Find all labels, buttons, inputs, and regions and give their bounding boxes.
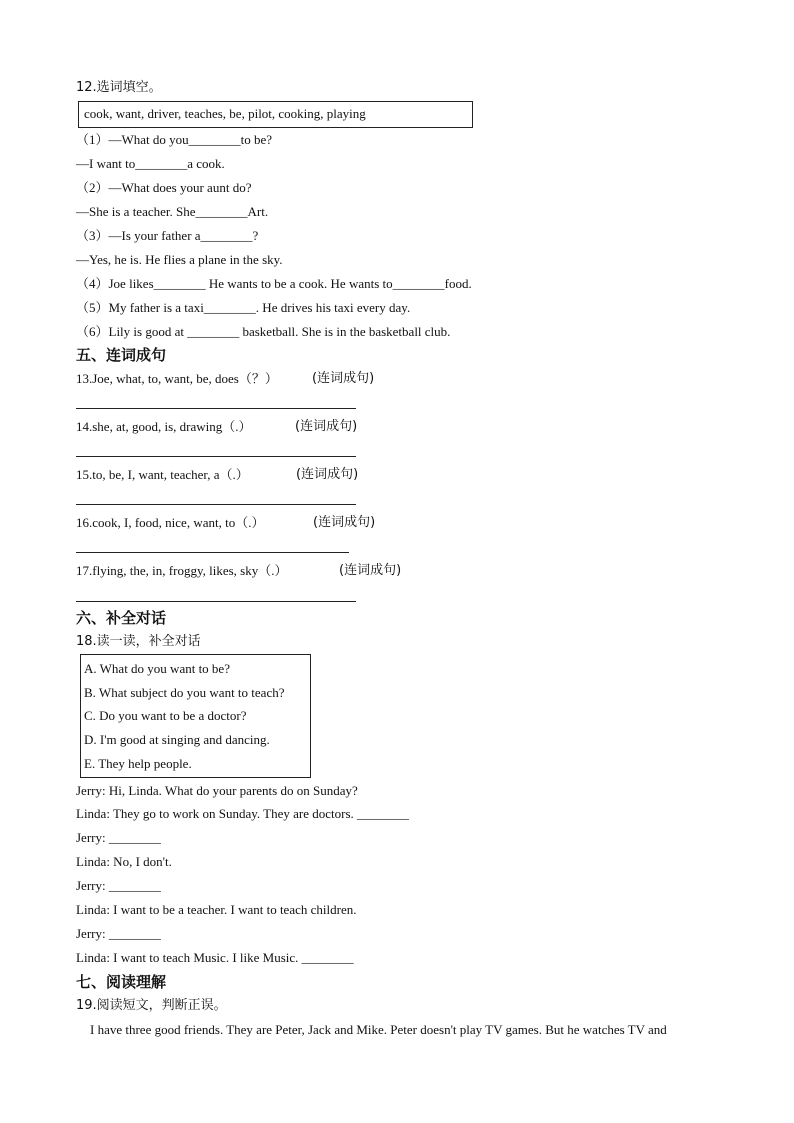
option-a: A. What do you want to be? — [84, 661, 230, 676]
q15-tag: (连词成句) — [296, 467, 359, 482]
q13-tag: (连词成句) — [312, 371, 375, 386]
dialogue-line-4: Linda: No, I don't. — [76, 854, 172, 869]
dialogue-line-3: Jerry: ________ — [76, 830, 161, 845]
dialogue-line-6: Linda: I want to be a teacher. I want to teach children. — [76, 902, 357, 917]
section5-heading: 五、连词成句 — [76, 346, 167, 364]
q14-answer-line[interactable] — [76, 456, 356, 457]
q12-line-4: —She is a teacher. She________Art. — [76, 204, 269, 219]
q17-tag: (连词成句) — [339, 563, 402, 578]
q13-answer-line[interactable] — [76, 408, 356, 409]
q15-text: 15.to, be, I, want, teacher, a（.） — [76, 467, 249, 482]
option-c: C. Do you want to be a doctor? — [84, 708, 247, 723]
q12-line-8: （5）My father is a taxi________. He drives his taxi every day. — [76, 300, 411, 315]
q12-line-6: —Yes, he is. He flies a plane in the sky. — [76, 252, 283, 267]
option-e: E. They help people. — [84, 756, 192, 771]
q18-title: 18.读一读，补全对话 — [76, 634, 201, 649]
dialogue-line-2: Linda: They go to work on Sunday. They are doctors. ________ — [76, 806, 410, 821]
q12-title: 12.选词填空。 — [76, 80, 162, 95]
word-bank-text: cook, want, driver, teaches, be, pilot, cooking, playing — [84, 106, 366, 121]
q17-text: 17.flying, the, in, froggy, likes, sky（.） — [76, 563, 288, 578]
q15-answer-line[interactable] — [76, 504, 356, 505]
q14-tag: (连词成句) — [295, 419, 358, 434]
option-b: B. What subject do you want to teach? — [84, 685, 285, 700]
dialogue-line-1: Jerry: Hi, Linda. What do your parents do on Sunday? — [76, 783, 358, 798]
dialogue-line-8: Linda: I want to teach Music. I like Music. ________ — [76, 950, 354, 965]
q12-line-2: —I want to________a cook. — [76, 156, 225, 171]
q13-text: 13.Joe, what, to, want, be, does（？） — [76, 371, 278, 386]
q14-text: 14.she, at, good, is, drawing（.） — [76, 419, 252, 434]
q16-text: 16.cook, I, food, nice, want, to（.） — [76, 515, 265, 530]
q16-answer-line[interactable] — [76, 552, 349, 553]
q19-title: 19.阅读短文，判断正误。 — [76, 998, 227, 1013]
reading-paragraph: I have three good friends. They are Peter, Jack and Mike. Peter doesn't play TV games. But he watches TV and — [90, 1022, 667, 1037]
section7-heading: 七、阅读理解 — [76, 973, 167, 991]
option-d: D. I'm good at singing and dancing. — [84, 732, 270, 747]
q16-tag: (连词成句) — [313, 515, 376, 530]
section6-heading: 六、补全对话 — [76, 609, 167, 627]
q12-line-3: （2）—What does your aunt do? — [76, 180, 252, 195]
dialogue-line-5: Jerry: ________ — [76, 878, 161, 893]
q12-line-7: （4）Joe likes________ He wants to be a cook. He wants to________food. — [76, 276, 472, 291]
q12-line-1: （1）—What do you________to be? — [76, 132, 273, 147]
q12-line-5: （3）—Is your father a________? — [76, 228, 259, 243]
dialogue-line-7: Jerry: ________ — [76, 926, 161, 941]
q17-answer-line[interactable] — [76, 601, 356, 602]
q12-line-9: （6）Lily is good at ________ basketball. She is in the basketball club. — [76, 324, 451, 339]
